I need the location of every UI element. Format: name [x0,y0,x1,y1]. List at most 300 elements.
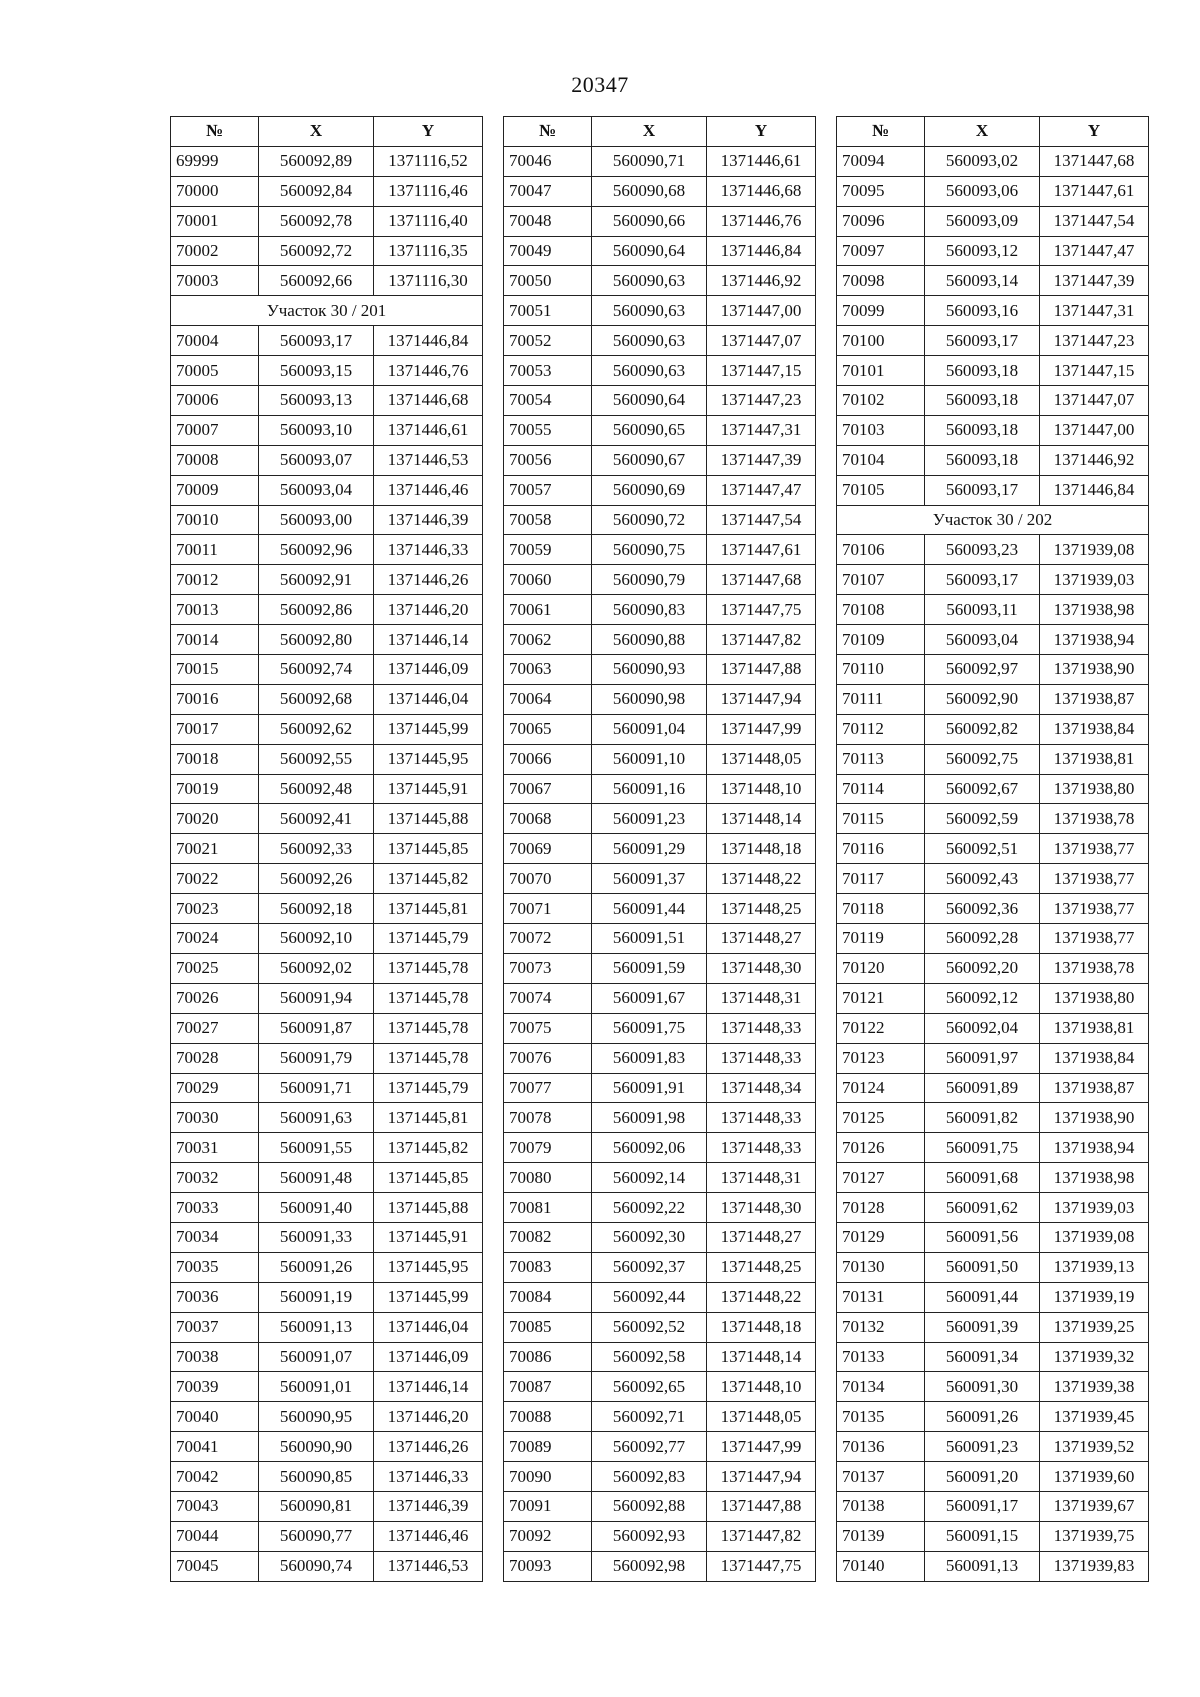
point-number: 70000 [171,176,259,206]
table-row [171,445,483,475]
coord-x: 560093,02 [925,146,1040,176]
point-number: 70027 [171,1013,259,1043]
coord-y: 1371448,10 [707,774,816,804]
coord-y: 1371445,95 [374,744,483,774]
point-number: 70080 [504,1163,592,1193]
coord-y: 1371448,18 [707,1312,816,1342]
table-row [837,565,1149,595]
coord-x: 560090,88 [592,625,707,655]
table-row [171,684,483,714]
table-row [171,924,483,954]
coord-y: 1371446,53 [374,1551,483,1581]
coord-x: 560091,37 [592,864,707,894]
coord-y: 1371447,82 [707,625,816,655]
point-number: 70083 [504,1252,592,1282]
point-number: 70020 [171,804,259,834]
table-row [837,386,1149,416]
table-row [171,1282,483,1312]
table-header-row [171,117,483,147]
coord-x: 560090,71 [592,146,707,176]
table-row [171,744,483,774]
header-number: № [171,117,259,147]
coord-y: 1371938,77 [1040,864,1149,894]
coord-x: 560092,82 [925,714,1040,744]
coord-y: 1371447,75 [707,1551,816,1581]
table-row [504,774,816,804]
table-row [504,1103,816,1133]
coord-y: 1371448,22 [707,1282,816,1312]
table-row [171,266,483,296]
table-row [504,595,816,625]
point-number: 70127 [837,1163,925,1193]
coord-x: 560091,67 [592,983,707,1013]
table-row [171,1222,483,1252]
coord-x: 560090,69 [592,475,707,505]
table-row [504,1193,816,1223]
coord-y: 1371446,68 [374,386,483,416]
coord-x: 560093,04 [259,475,374,505]
coord-y: 1371446,68 [707,176,816,206]
table-row [837,1342,1149,1372]
coord-x: 560090,63 [592,296,707,326]
coord-x: 560091,55 [259,1133,374,1163]
coord-y: 1371445,78 [374,1013,483,1043]
coord-y: 1371938,90 [1040,1103,1149,1133]
table-row [837,206,1149,236]
section-label: Участок 30 / 202 [837,505,1149,535]
table-row [504,326,816,356]
table-row [171,983,483,1013]
coord-x: 560093,06 [925,176,1040,206]
coord-y: 1371446,61 [374,415,483,445]
point-number: 70026 [171,983,259,1013]
coord-y: 1371939,83 [1040,1551,1149,1581]
coord-y: 1371445,88 [374,804,483,834]
table-row [171,1462,483,1492]
coord-y: 1371448,34 [707,1073,816,1103]
point-number: 70004 [171,326,259,356]
point-number: 70054 [504,386,592,416]
table-row [171,475,483,505]
coord-y: 1371447,54 [707,505,816,535]
table-header-row [504,117,816,147]
coord-x: 560091,56 [925,1222,1040,1252]
point-number: 70002 [171,236,259,266]
coord-y: 1371447,94 [707,1462,816,1492]
coord-x: 560090,77 [259,1521,374,1551]
point-number: 70013 [171,595,259,625]
coord-x: 560092,04 [925,1013,1040,1043]
coord-y: 1371447,61 [1040,176,1149,206]
point-number: 70032 [171,1163,259,1193]
table-row [837,176,1149,206]
point-number: 70134 [837,1372,925,1402]
coord-y: 1371938,78 [1040,804,1149,834]
table-row [837,1073,1149,1103]
coord-x: 560090,63 [592,326,707,356]
coord-y: 1371445,99 [374,1282,483,1312]
point-number: 70106 [837,535,925,565]
point-number: 70007 [171,415,259,445]
point-number: 70017 [171,714,259,744]
coord-y: 1371448,25 [707,1252,816,1282]
point-number: 70119 [837,924,925,954]
table-row [171,505,483,535]
coord-y: 1371447,31 [707,415,816,445]
point-number: 70058 [504,505,592,535]
coord-y: 1371116,46 [374,176,483,206]
coord-x: 560093,16 [925,296,1040,326]
table-row [837,744,1149,774]
table-row [837,1491,1149,1521]
coord-x: 560091,39 [925,1312,1040,1342]
coord-y: 1371938,87 [1040,684,1149,714]
coord-x: 560092,97 [925,655,1040,685]
table-row [837,1163,1149,1193]
point-number: 70022 [171,864,259,894]
coord-x: 560092,71 [592,1402,707,1432]
coord-x: 560091,75 [592,1013,707,1043]
coord-y: 1371445,91 [374,774,483,804]
coord-x: 560092,89 [259,146,374,176]
table-row [171,1491,483,1521]
point-number: 70034 [171,1222,259,1252]
point-number: 70039 [171,1372,259,1402]
point-number: 70068 [504,804,592,834]
point-number: 70014 [171,625,259,655]
table-row [504,1073,816,1103]
coord-y: 1371448,30 [707,1193,816,1223]
table-row [504,714,816,744]
coord-x: 560092,84 [259,176,374,206]
header-y: Y [1040,117,1149,147]
coord-x: 560092,96 [259,535,374,565]
coord-y: 1371938,77 [1040,834,1149,864]
coord-y: 1371446,33 [374,1462,483,1492]
point-number: 70001 [171,206,259,236]
table-row [504,445,816,475]
coord-x: 560091,44 [925,1282,1040,1312]
point-number: 70036 [171,1282,259,1312]
coord-x: 560090,67 [592,445,707,475]
coord-x: 560091,19 [259,1282,374,1312]
table-row [171,236,483,266]
coord-y: 1371445,91 [374,1222,483,1252]
point-number: 70059 [504,535,592,565]
table-row [504,356,816,386]
coord-x: 560092,62 [259,714,374,744]
coord-x: 560092,48 [259,774,374,804]
coord-x: 560092,93 [592,1521,707,1551]
point-number: 70124 [837,1073,925,1103]
point-number: 70030 [171,1103,259,1133]
coord-y: 1371448,33 [707,1013,816,1043]
coord-y: 1371448,33 [707,1043,816,1073]
coord-x: 560092,67 [925,774,1040,804]
coord-x: 560091,01 [259,1372,374,1402]
point-number: 70049 [504,236,592,266]
table-row [837,1282,1149,1312]
table-row [837,1013,1149,1043]
table-row [171,176,483,206]
coord-y: 1371938,87 [1040,1073,1149,1103]
coord-y: 1371445,95 [374,1252,483,1282]
point-number: 70070 [504,864,592,894]
point-number: 70011 [171,535,259,565]
coord-y: 1371939,75 [1040,1521,1149,1551]
coord-x: 560090,64 [592,236,707,266]
section-label: Участок 30 / 201 [171,296,483,326]
coord-x: 560093,17 [925,565,1040,595]
coord-y: 1371447,68 [707,565,816,595]
coord-y: 1371446,76 [707,206,816,236]
coord-x: 560092,65 [592,1372,707,1402]
point-number: 70105 [837,475,925,505]
coord-y: 1371939,38 [1040,1372,1149,1402]
table-row [837,445,1149,475]
coord-x: 560093,18 [925,356,1040,386]
header-x: X [592,117,707,147]
coord-x: 560091,10 [592,744,707,774]
table-row [504,176,816,206]
coord-x: 560093,18 [925,386,1040,416]
point-number: 70132 [837,1312,925,1342]
table-row [837,535,1149,565]
table-row [837,595,1149,625]
point-number: 70131 [837,1282,925,1312]
coord-x: 560090,95 [259,1402,374,1432]
point-number: 70029 [171,1073,259,1103]
coord-y: 1371446,84 [707,236,816,266]
table-row [171,356,483,386]
table-row [504,1491,816,1521]
coord-x: 560091,26 [925,1402,1040,1432]
point-number: 70066 [504,744,592,774]
coord-x: 560092,30 [592,1222,707,1252]
coord-x: 560092,10 [259,924,374,954]
point-number: 70062 [504,625,592,655]
coord-x: 560092,91 [259,565,374,595]
coord-y: 1371938,98 [1040,595,1149,625]
coord-y: 1371448,27 [707,924,816,954]
header-number: № [837,117,925,147]
coord-y: 1371938,81 [1040,744,1149,774]
coord-x: 560092,55 [259,744,374,774]
point-number: 70006 [171,386,259,416]
point-number: 70110 [837,655,925,685]
point-number: 70075 [504,1013,592,1043]
coord-x: 560091,68 [925,1163,1040,1193]
point-number: 70082 [504,1222,592,1252]
coord-x: 560093,00 [259,505,374,535]
coord-x: 560090,90 [259,1432,374,1462]
table-row [504,625,816,655]
coord-y: 1371447,99 [707,1432,816,1462]
point-number: 70018 [171,744,259,774]
table-row [837,296,1149,326]
table-row [837,1432,1149,1462]
point-number: 70094 [837,146,925,176]
table-row [171,1163,483,1193]
point-number: 70112 [837,714,925,744]
point-number: 70116 [837,834,925,864]
table-body [504,146,816,1581]
table-row [837,356,1149,386]
table-row [171,834,483,864]
coord-y: 1371939,52 [1040,1432,1149,1462]
coord-y: 1371938,94 [1040,625,1149,655]
coord-y: 1371446,84 [1040,475,1149,505]
coord-y: 1371447,07 [1040,386,1149,416]
coord-y: 1371938,80 [1040,774,1149,804]
coord-x: 560091,16 [592,774,707,804]
coord-y: 1371448,22 [707,864,816,894]
table-row [837,1133,1149,1163]
coord-y: 1371448,25 [707,894,816,924]
coord-y: 1371939,19 [1040,1282,1149,1312]
coord-x: 560091,13 [925,1551,1040,1581]
point-number: 70025 [171,953,259,983]
table-row [837,1402,1149,1432]
point-number: 70125 [837,1103,925,1133]
point-number: 70065 [504,714,592,744]
point-number: 70115 [837,804,925,834]
coord-x: 560091,94 [259,983,374,1013]
table-row [171,206,483,236]
coord-x: 560091,04 [592,714,707,744]
coord-y: 1371446,14 [374,1372,483,1402]
coord-y: 1371447,23 [707,386,816,416]
coord-y: 1371448,31 [707,983,816,1013]
table-row [837,236,1149,266]
point-number: 70130 [837,1252,925,1282]
table-row [504,206,816,236]
table-row [171,595,483,625]
table-row [504,1252,816,1282]
point-number: 70093 [504,1551,592,1581]
coord-y: 1371939,13 [1040,1252,1149,1282]
coord-x: 560092,80 [259,625,374,655]
table-row [504,983,816,1013]
coord-x: 560093,12 [925,236,1040,266]
coord-x: 560092,51 [925,834,1040,864]
point-number: 70091 [504,1491,592,1521]
table-row [504,415,816,445]
coord-y: 1371116,30 [374,266,483,296]
point-number: 70055 [504,415,592,445]
coord-x: 560090,74 [259,1551,374,1581]
table-row [504,535,816,565]
coord-x: 560092,28 [925,924,1040,954]
coord-x: 560093,23 [925,535,1040,565]
coord-y: 1371938,84 [1040,1043,1149,1073]
coord-y: 1371446,26 [374,565,483,595]
coord-y: 1371447,00 [1040,415,1149,445]
point-number: 70048 [504,206,592,236]
table-row [504,1282,816,1312]
coord-y: 1371446,26 [374,1432,483,1462]
point-number: 69999 [171,146,259,176]
coord-x: 560090,93 [592,655,707,685]
point-number: 70135 [837,1402,925,1432]
coord-x: 560091,29 [592,834,707,864]
coord-x: 560093,17 [259,326,374,356]
coord-x: 560092,14 [592,1163,707,1193]
point-number: 70099 [837,296,925,326]
coord-y: 1371938,98 [1040,1163,1149,1193]
table-row [837,924,1149,954]
table-body [171,146,483,1581]
coord-x: 560091,07 [259,1342,374,1372]
point-number: 70040 [171,1402,259,1432]
table-row [171,146,483,176]
point-number: 70121 [837,983,925,1013]
coord-x: 560090,79 [592,565,707,595]
coord-y: 1371446,92 [707,266,816,296]
coord-y: 1371448,18 [707,834,816,864]
coord-y: 1371446,61 [707,146,816,176]
coord-x: 560091,23 [925,1432,1040,1462]
coord-y: 1371446,39 [374,1491,483,1521]
point-number: 70139 [837,1521,925,1551]
point-number: 70089 [504,1432,592,1462]
coord-y: 1371447,99 [707,714,816,744]
coord-x: 560091,98 [592,1103,707,1133]
coord-y: 1371446,09 [374,1342,483,1372]
coord-x: 560092,37 [592,1252,707,1282]
coord-x: 560092,22 [592,1193,707,1223]
point-number: 70016 [171,684,259,714]
coord-x: 560093,18 [925,445,1040,475]
point-number: 70035 [171,1252,259,1282]
point-number: 70053 [504,356,592,386]
coord-x: 560093,07 [259,445,374,475]
coord-x: 560092,41 [259,804,374,834]
point-number: 70072 [504,924,592,954]
point-number: 70047 [504,176,592,206]
table-row [504,1222,816,1252]
coord-x: 560091,33 [259,1222,374,1252]
table-row [504,1312,816,1342]
coord-x: 560091,51 [592,924,707,954]
point-number: 70060 [504,565,592,595]
coord-y: 1371446,04 [374,684,483,714]
coord-y: 1371447,47 [1040,236,1149,266]
table-row [171,1013,483,1043]
point-number: 70064 [504,684,592,714]
coord-y: 1371448,05 [707,744,816,774]
table-row [171,804,483,834]
table-row [504,1163,816,1193]
coord-x: 560091,71 [259,1073,374,1103]
table-row [504,1551,816,1581]
coord-y: 1371445,82 [374,864,483,894]
coord-y: 1371448,14 [707,804,816,834]
coord-x: 560091,13 [259,1312,374,1342]
coord-x: 560091,20 [925,1462,1040,1492]
point-number: 70069 [504,834,592,864]
coord-x: 560092,36 [925,894,1040,924]
table-row [837,625,1149,655]
table-row [171,415,483,445]
section-row [837,505,1149,535]
coord-x: 560090,66 [592,206,707,236]
header-number: № [504,117,592,147]
point-number: 70042 [171,1462,259,1492]
point-number: 70107 [837,565,925,595]
coord-y: 1371447,47 [707,475,816,505]
point-number: 70123 [837,1043,925,1073]
